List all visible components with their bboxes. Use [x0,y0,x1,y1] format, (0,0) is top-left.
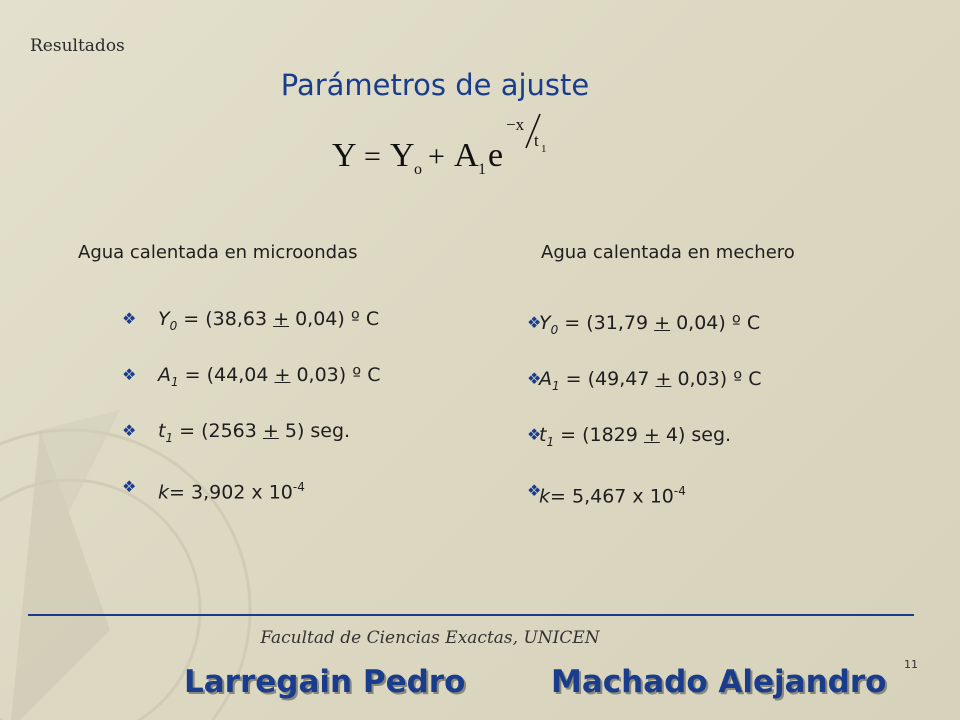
institution-label: Facultad de Ciencias Exactas, UNICEN [260,628,600,648]
microwave-params-list [122,306,380,530]
diamond-bullet-icon: ❖ [527,481,542,500]
burner-params-list [527,310,761,534]
formula-exp-num: −x [506,115,525,134]
author-name: Larregain Pedro [184,664,466,700]
diamond-bullet-icon: ❖ [527,369,542,388]
param-a1: ❖ $A_1 = (49,47 + 0,03)$ º C [527,368,762,393]
page-number: 11 [904,658,918,671]
formula-exp-den-sub: 1 [541,143,547,155]
formula-y0: Y [390,137,415,174]
param-k: ❖ k= 5,467 x $10^{-4}$ [527,478,761,534]
diamond-bullet-icon: ❖ [122,477,137,496]
param-t1: ❖ $t_1 = (2563 + 5)$ seg. [122,420,351,445]
param-a1: ❖ $A_1 = (44,04 + 0,03)$ º C [122,364,381,389]
param-y0: ❖ $Y_0 = (31,79 + 0,04)$ º C [527,312,761,337]
slide-title: Parámetros de ajuste [280,68,590,102]
formula-e: e [488,137,504,174]
burner-heading: Agua calentada en mechero [541,242,795,263]
diamond-bullet-icon: ❖ [527,313,542,332]
diamond-bullet-icon: ❖ [122,309,137,328]
footer-divider [28,614,914,616]
fit-formula [328,108,568,184]
author-name: Machado Alejandro [551,664,887,700]
formula-a1: A [454,137,479,174]
microwave-heading: Agua calentada en microondas [78,242,358,263]
param-t1: ❖ $t_1 = (1829 + 4)$ seg. [527,424,732,449]
formula-lhs: Y [332,137,357,174]
param-k: ❖ k= 3,902 x $10^{-4}$ [122,474,380,530]
formula-plus: + [428,140,445,173]
formula-equals: = [364,140,381,173]
formula-a1-sub: 1 [478,161,486,178]
section-label: Resultados [30,36,125,56]
param-y0: ❖ $Y_0 = (38,63 + 0,04)$ º C [122,308,380,333]
diamond-bullet-icon: ❖ [122,421,137,440]
diamond-bullet-icon: ❖ [527,425,542,444]
formula-exp-den: t [534,131,539,150]
formula-y0-sub: o [414,161,422,178]
diamond-bullet-icon: ❖ [122,365,137,384]
